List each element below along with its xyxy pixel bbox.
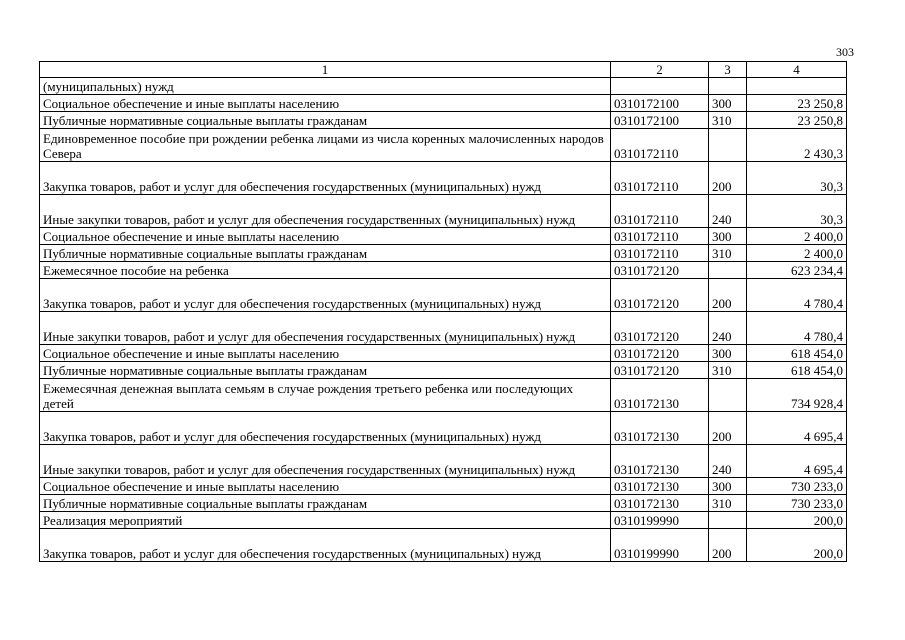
row-amount: 2 430,3: [747, 129, 847, 162]
table-row: [40, 112, 847, 129]
row-expense-type: 300: [709, 228, 747, 245]
row-expense-type: 300: [709, 95, 747, 112]
row-description: Ежемесячное пособие на ребенка: [40, 262, 611, 279]
row-expense-type: [709, 78, 747, 95]
table-row: [40, 478, 847, 495]
row-target-code: 0310172110: [611, 129, 709, 162]
row-description: Иные закупки товаров, работ и услуг для обеспечения государственных (муниципальных) нужд: [40, 445, 611, 478]
row-target-code: 0310172110: [611, 195, 709, 228]
row-amount: 2 400,0: [747, 228, 847, 245]
table-row: [40, 78, 847, 95]
row-description: Единовременное пособие при рождении ребенка лицами из числа коренных малочисленных народов Севера: [40, 129, 611, 162]
table-row: [40, 245, 847, 262]
row-expense-type: [709, 512, 747, 529]
row-description: Публичные нормативные социальные выплаты гражданам: [40, 245, 611, 262]
budget-table-body: [40, 62, 847, 562]
table-row: [40, 412, 847, 445]
column-header-3: 3: [709, 62, 747, 78]
table-row: [40, 279, 847, 312]
row-description: Реализация мероприятий: [40, 512, 611, 529]
row-amount: 200,0: [747, 529, 847, 562]
row-target-code: 0310172110: [611, 228, 709, 245]
table-row: [40, 512, 847, 529]
row-expense-type: 310: [709, 112, 747, 129]
row-amount: 4 695,4: [747, 445, 847, 478]
row-amount: 30,3: [747, 162, 847, 195]
row-expense-type: 300: [709, 345, 747, 362]
row-target-code: 0310199990: [611, 529, 709, 562]
row-target-code: 0310172130: [611, 412, 709, 445]
row-description: (муниципальных) нужд: [40, 78, 611, 95]
row-description: Закупка товаров, работ и услуг для обеспечения государственных (муниципальных) нужд: [40, 412, 611, 445]
row-target-code: 0310172130: [611, 379, 709, 412]
table-row: [40, 445, 847, 478]
row-description: Закупка товаров, работ и услуг для обеспечения государственных (муниципальных) нужд: [40, 529, 611, 562]
row-amount: 30,3: [747, 195, 847, 228]
row-target-code: 0310172100: [611, 112, 709, 129]
row-amount: 4 780,4: [747, 279, 847, 312]
row-target-code: [611, 78, 709, 95]
table-row: [40, 129, 847, 162]
table-row: [40, 529, 847, 562]
row-expense-type: 200: [709, 162, 747, 195]
column-header-1: 1: [40, 62, 611, 78]
row-expense-type: [709, 129, 747, 162]
row-expense-type: 240: [709, 445, 747, 478]
row-amount: 23 250,8: [747, 95, 847, 112]
row-amount: 618 454,0: [747, 345, 847, 362]
table-row: [40, 312, 847, 345]
row-target-code: 0310172110: [611, 162, 709, 195]
column-header-4: 4: [747, 62, 847, 78]
row-amount: 730 233,0: [747, 495, 847, 512]
row-description: Иные закупки товаров, работ и услуг для обеспечения государственных (муниципальных) нужд: [40, 195, 611, 228]
row-description: Социальное обеспечение и иные выплаты населению: [40, 228, 611, 245]
row-description: Закупка товаров, работ и услуг для обеспечения государственных (муниципальных) нужд: [40, 162, 611, 195]
row-description: Социальное обеспечение и иные выплаты населению: [40, 345, 611, 362]
row-expense-type: 240: [709, 312, 747, 345]
row-description: Иные закупки товаров, работ и услуг для обеспечения государственных (муниципальных) нужд: [40, 312, 611, 345]
row-amount: 200,0: [747, 512, 847, 529]
row-target-code: 0310172130: [611, 478, 709, 495]
row-description: Публичные нормативные социальные выплаты гражданам: [40, 362, 611, 379]
row-target-code: 0310172100: [611, 95, 709, 112]
column-number-row: [40, 62, 847, 78]
table-row: [40, 379, 847, 412]
table-row: [40, 228, 847, 245]
row-expense-type: [709, 262, 747, 279]
row-target-code: 0310172120: [611, 312, 709, 345]
table-row: [40, 362, 847, 379]
table-row: [40, 162, 847, 195]
row-description: Социальное обеспечение и иные выплаты населению: [40, 478, 611, 495]
row-target-code: 0310172120: [611, 279, 709, 312]
row-amount: 2 400,0: [747, 245, 847, 262]
row-expense-type: 310: [709, 362, 747, 379]
row-expense-type: [709, 379, 747, 412]
table-row: [40, 345, 847, 362]
row-amount: 618 454,0: [747, 362, 847, 379]
row-amount: 4 780,4: [747, 312, 847, 345]
row-target-code: 0310172120: [611, 345, 709, 362]
row-expense-type: 240: [709, 195, 747, 228]
row-description: Публичные нормативные социальные выплаты гражданам: [40, 112, 611, 129]
row-target-code: 0310172120: [611, 362, 709, 379]
row-target-code: 0310172120: [611, 262, 709, 279]
table-row: [40, 95, 847, 112]
page-number: 303: [836, 45, 854, 59]
row-amount: 4 695,4: [747, 412, 847, 445]
table-row: [40, 195, 847, 228]
budget-table: [39, 61, 847, 562]
row-target-code: 0310172130: [611, 495, 709, 512]
row-description: Публичные нормативные социальные выплаты гражданам: [40, 495, 611, 512]
row-expense-type: 200: [709, 529, 747, 562]
table-row: [40, 495, 847, 512]
row-expense-type: 300: [709, 478, 747, 495]
row-amount: 23 250,8: [747, 112, 847, 129]
row-expense-type: 200: [709, 279, 747, 312]
row-expense-type: 310: [709, 245, 747, 262]
row-target-code: 0310172130: [611, 445, 709, 478]
row-expense-type: 310: [709, 495, 747, 512]
row-target-code: 0310172110: [611, 245, 709, 262]
row-description: Ежемесячная денежная выплата семьям в случае рождения третьего ребенка или последующих детей: [40, 379, 611, 412]
row-amount: 623 234,4: [747, 262, 847, 279]
row-amount: 730 233,0: [747, 478, 847, 495]
row-description: Закупка товаров, работ и услуг для обеспечения государственных (муниципальных) нужд: [40, 279, 611, 312]
row-amount: [747, 78, 847, 95]
row-target-code: 0310199990: [611, 512, 709, 529]
row-expense-type: 200: [709, 412, 747, 445]
column-header-2: 2: [611, 62, 709, 78]
row-description: Социальное обеспечение и иные выплаты населению: [40, 95, 611, 112]
table-row: [40, 262, 847, 279]
row-amount: 734 928,4: [747, 379, 847, 412]
